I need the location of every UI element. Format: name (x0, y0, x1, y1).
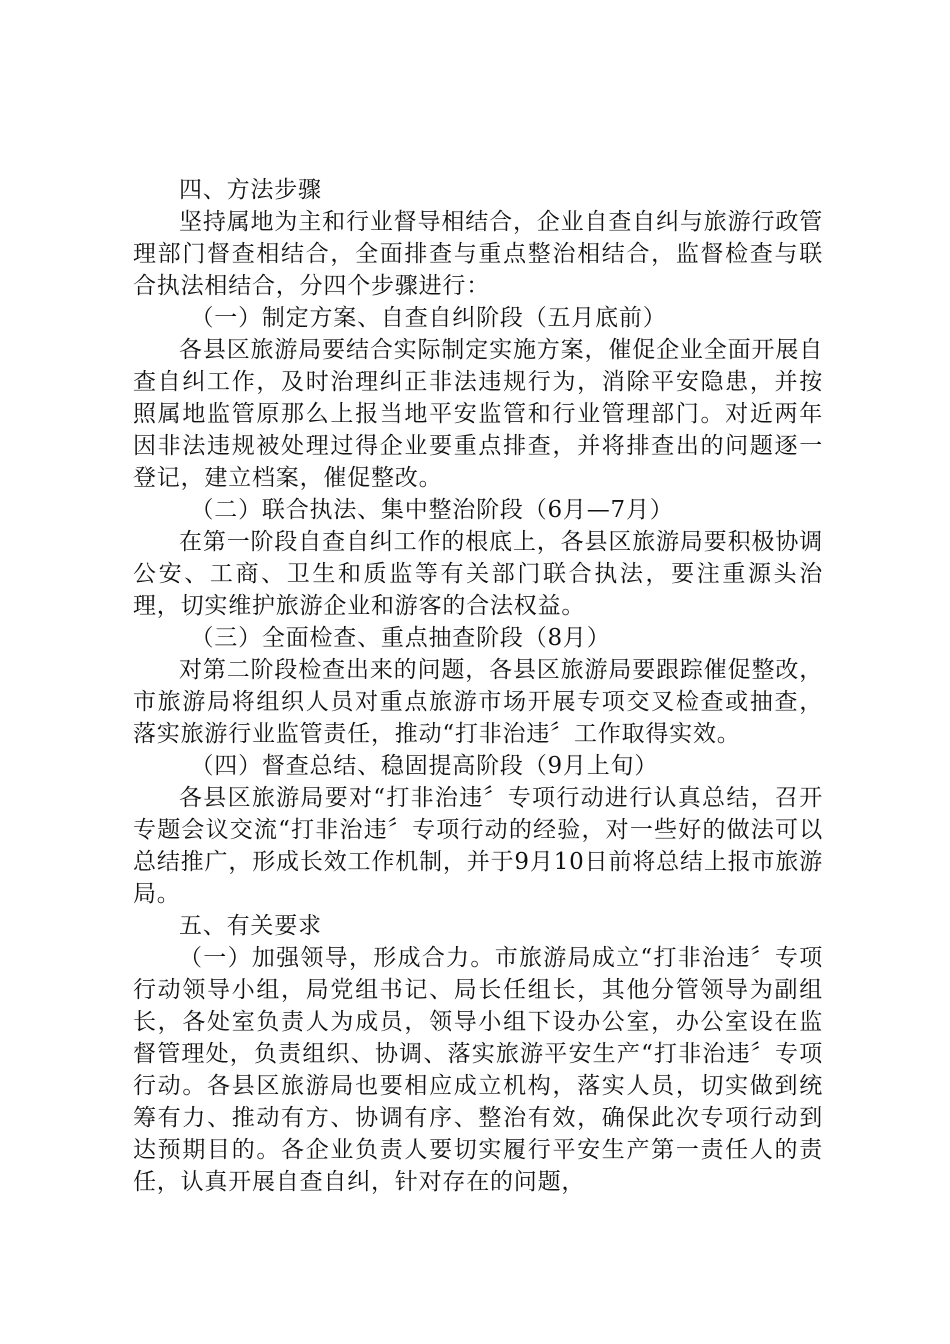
sub-heading-phase-3: （三）全面检查、重点抽查阶段（8月） (190, 625, 611, 651)
paragraph-phase-3: 对第二阶段检查出来的问题，各县区旅游局要跟踪催促整改，市旅游局将组织人员对重点旅游市场开展专项交叉检查或抽查，落实旅游行业监管责任，推动“打非治违〞工作取得实效。 (133, 657, 823, 747)
document-body (133, 174, 823, 1198)
sub-heading-phase-1: （一）制定方案、自查自纠阶段（五月底前） (190, 305, 667, 331)
paragraph-phase-2: 在第一阶段自查自纠工作的根底上，各县区旅游局要积极协调公安、工商、卫生和质监等有关部门联合执法，要注重源头治理，切实维护旅游企业和游客的合法权益。 (133, 529, 823, 619)
section-heading-methods: 四、方法步骤 (179, 177, 322, 203)
paragraph-methods-intro: 坚持属地为主和行业督导相结合，企业自查自纠与旅游行政管理部门督查相结合，全面排查与重点整治相结合，监督检查与联合执法相结合，分四个步骤进行： (133, 209, 823, 299)
section-heading-requirements: 五、有关要求 (179, 913, 322, 939)
paragraph-requirements-1: （一）加强领导，形成合力。市旅游局成立“打非治违〞专项行动领导小组，局党组书记、局长任组长，其他分管领导为副组长，各处室负责人为成员，领导小组下设办公室，办公室设在监督管理处，负责组织、协调、落实旅游平安生产“打非治违〞专项行动。各县区旅游局也要相应成立机构，落实人员，切实做到统筹有力、推动有方、协调有序、整治有效，确保此次专项行动到达预期目的。各企业负责人要切实履行平安生产第一责任人的责任，认真开展自查自纠，针对存在的问题， (133, 945, 823, 1195)
sub-heading-phase-2: （二）联合执法、集中整治阶段（6月—7月） (190, 497, 674, 523)
paragraph-phase-4: 各县区旅游局要对“打非治违〞专项行动进行认真总结，召开专题会议交流“打非治违〞专项行动的经验，对一些好的做法可以总结推广，形成长效工作机制，并于9月10日前将总结上报市旅游局。 (133, 785, 823, 907)
paragraph-phase-1: 各县区旅游局要结合实际制定实施方案，催促企业全面开展自查自纠工作，及时治理纠正非法违规行为，消除平安隐患，并按照属地监管原那么上报当地平安监管和行业管理部门。对近两年因非法违规被处理过得企业要重点排查，并将排查出的问题逐一登记，建立档案，催促整改。 (133, 337, 823, 491)
sub-heading-phase-4: （四）督查总结、稳固提高阶段（9月上旬） (190, 753, 659, 779)
